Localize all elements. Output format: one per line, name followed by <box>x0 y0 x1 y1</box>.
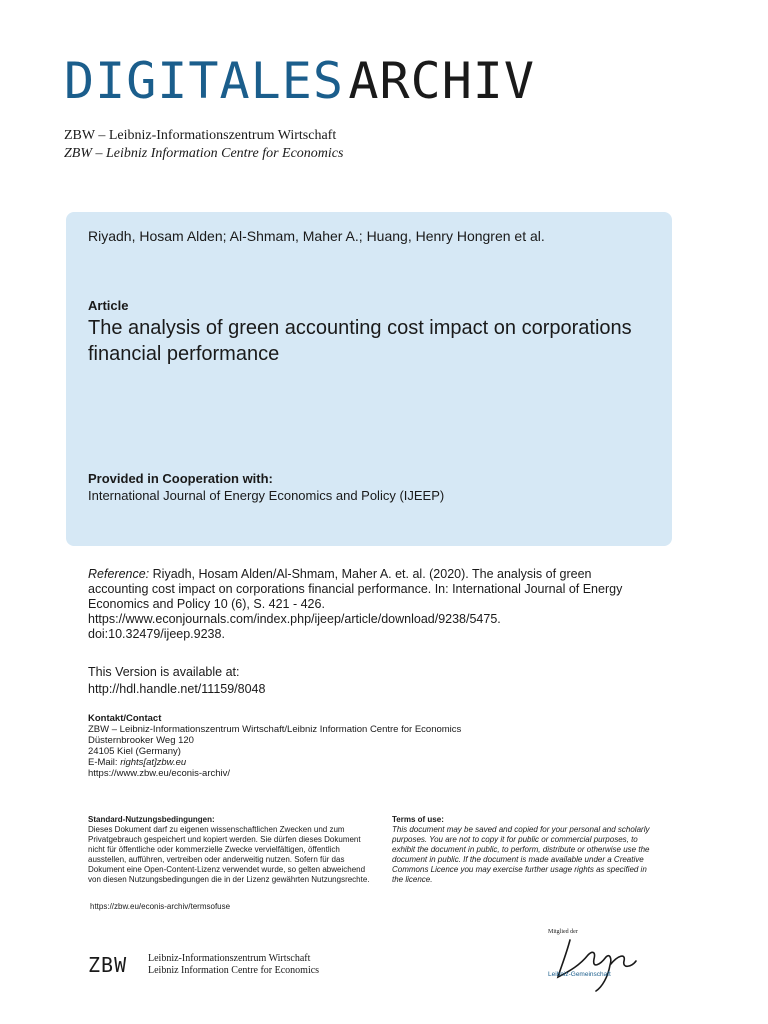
terms-url[interactable]: https://zbw.eu/econis-archiv/termsofuse <box>90 902 231 911</box>
reference <box>88 567 628 642</box>
contact-heading: Kontakt/Contact <box>88 713 162 724</box>
document-title: The analysis of green accounting cost impact on corporations financial performance <box>88 317 632 365</box>
contact-email[interactable]: rights[at]zbw.eu <box>120 757 187 768</box>
terms-de-text: Dieses Dokument darf zu eigenen wissenschaftlichen Zwecken und zum Privatgebrauch gespeichert und kopiert werden. Sie dürfen dieses Dokument nicht für öffentliche oder kommerzielle Zwecke vervielfältigen, öffentlich ausstellen, aufführen, vertreiben oder anderweitig nutzen. Sofern für das Dokument eine Open-Content-Lizenz verwendet wurde, so gelten abweichend von diesen Nutzungsbedingungen die in der Lizenz gewährten Nutzungsrechte. <box>88 825 370 884</box>
contact-line1: ZBW – Leibniz-Informationszentrum Wirtschaft/Leibniz Information Centre for Economics <box>88 724 462 735</box>
terms-en-heading: Terms of use: <box>392 815 444 824</box>
authors: Riyadh, Hosam Alden; Al-Shmam, Maher A.; Huang, Henry Hongren et al. <box>88 228 545 244</box>
terms-en-text: This document may be saved and copied for your personal and scholarly purposes. You are not to copy it for public or commercial purposes, to exhibit the document in public, to perform, distribute or otherwise use the document in public. If the document is made available under a Creative Commons Licence you may exercise further usage rights as specified in the licence. <box>392 825 650 884</box>
document-type: Article <box>88 298 129 313</box>
version-info <box>88 664 265 698</box>
zbw-logo-mark: ZBW <box>88 953 128 977</box>
terms-de <box>88 815 373 885</box>
zbw-logo-text <box>148 953 319 977</box>
version-label: This Version is available at: <box>88 665 240 679</box>
contact-line3: 24105 Kiel (Germany) <box>88 746 181 757</box>
leibniz-sub-text: Leibniz-Gemeinschaft <box>548 971 611 978</box>
provided-value: International Journal of Energy Economics and Policy (IJEEP) <box>88 488 445 503</box>
reference-label: Reference: <box>88 567 150 581</box>
provided-heading: Provided in Cooperation with: <box>88 471 273 486</box>
org-name-en: ZBW – Leibniz Information Centre for Economics <box>64 146 344 161</box>
reference-text: Riyadh, Hosam Alden/Al-Shmam, Maher A. et. al. (2020). The analysis of green accounting cost impact on corporations financial performance. In: International Journal of Energy Economics and Policy 10 (6), S. 421 - 426. https://www.econjournals.com/index.php/ijeep/article/download/9238/5475. doi:10.32479/ijeep.9238. <box>88 567 623 641</box>
zbw-logo-line1: Leibniz-Informationszentrum Wirtschaft <box>148 953 311 964</box>
zbw-logo-line2: Leibniz Information Centre for Economics <box>148 965 320 976</box>
version-link[interactable]: http://hdl.handle.net/11159/8048 <box>88 682 266 696</box>
contact-line2: Düsternbrooker Weg 120 <box>88 735 194 746</box>
logo-word-digitales: DIGITALES <box>64 52 344 110</box>
terms-de-heading: Standard-Nutzungsbedingungen: <box>88 815 215 824</box>
contact-email-label: E-Mail: <box>88 757 121 768</box>
terms-en <box>392 815 652 885</box>
digitales-archiv-logo <box>64 52 536 110</box>
org-name-de: ZBW – Leibniz-Informationszentrum Wirtschaft <box>64 128 337 143</box>
logo-word-archiv: ARCHIV <box>348 52 536 110</box>
leibniz-logo <box>540 925 650 995</box>
leibniz-small-text: Mitglied der <box>548 929 578 935</box>
contact-block <box>88 713 461 779</box>
contact-url[interactable]: https://www.zbw.eu/econis-archiv/ <box>88 768 231 779</box>
leibniz-signature-icon <box>558 940 636 991</box>
